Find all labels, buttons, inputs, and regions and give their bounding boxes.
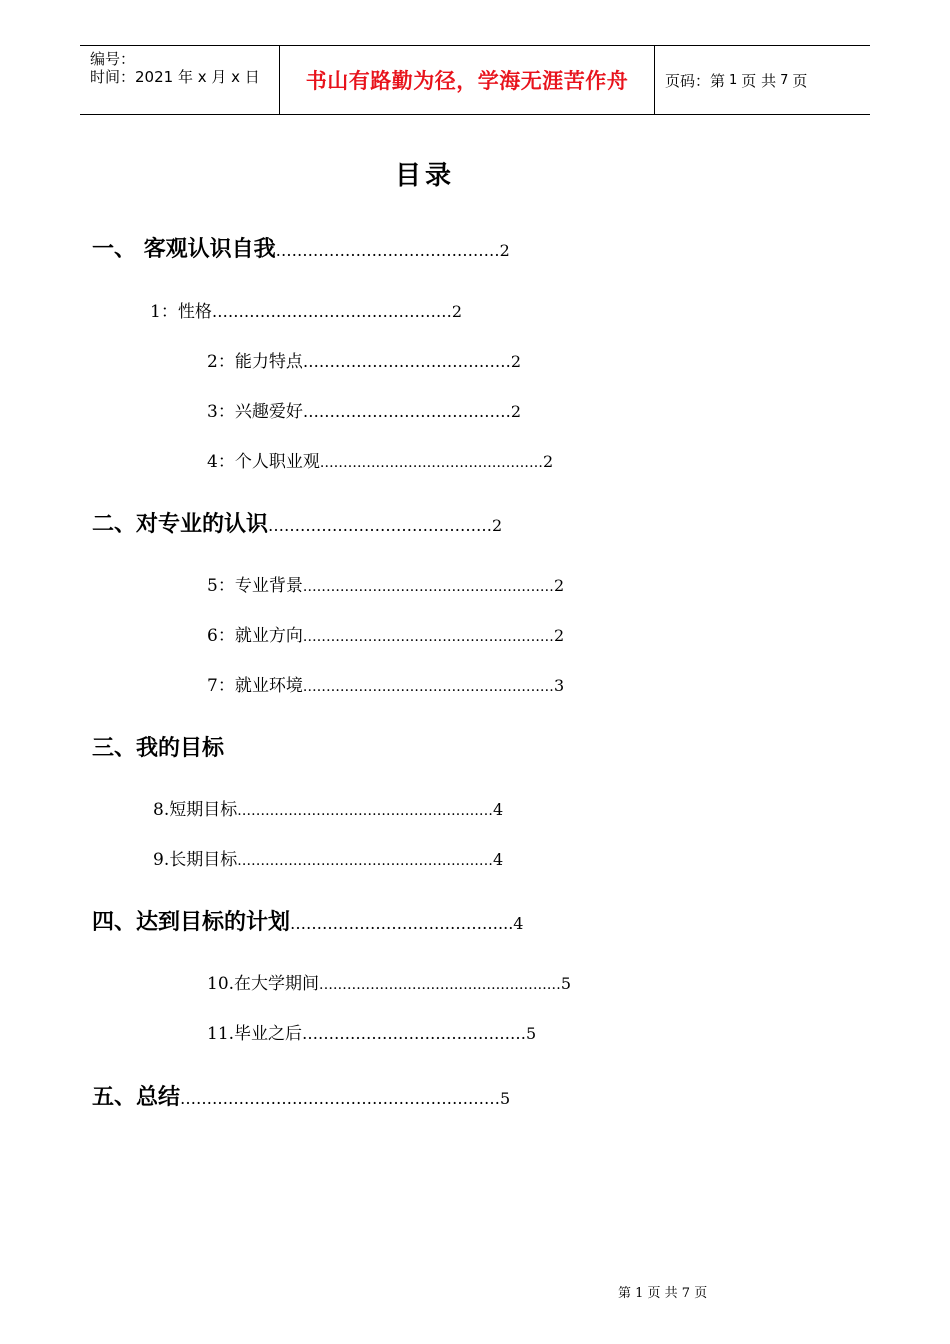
toc-entry-9[interactable] (207, 671, 564, 696)
toc-leader: …………………………………… (268, 516, 493, 535)
toc-label: 10.在大学期间 (207, 974, 320, 994)
toc-label: 四、达到目标的计划 (92, 910, 291, 935)
toc-page: 2 (499, 241, 510, 260)
toc-label: 五、总结 (92, 1085, 181, 1110)
toc-label: 一、 客观认识自我 (92, 237, 276, 262)
page-footer: 第 1 页 共 7 页 (618, 1286, 708, 1301)
toc-entry-3[interactable] (207, 347, 521, 372)
page-total: 7 (780, 72, 789, 88)
header-page-info (655, 46, 870, 114)
toc-title: 目录 (394, 161, 455, 191)
page-prefix: 页码：第 (665, 71, 726, 90)
toc-label: 1：性格 (150, 302, 212, 322)
page-suffix: 页 (792, 71, 808, 90)
header-motto: 书山有路勤为径，学海无涯苦作舟 (305, 68, 629, 93)
page-mid: 页 共 (741, 71, 777, 90)
header-motto-cell (280, 46, 655, 114)
toc-label: 7：就业环境 (207, 676, 303, 696)
toc-leader: ....................................................... (237, 803, 493, 819)
toc-leader: ....................................................... (237, 853, 493, 869)
toc-entry-1[interactable] (92, 232, 510, 263)
toc-entry-4[interactable] (207, 397, 521, 422)
toc-page: 5 (560, 974, 572, 993)
toc-leader: ...................................................... (302, 629, 554, 645)
toc-page: 4 (493, 800, 504, 819)
toc-label: 5：专业背景 (207, 576, 303, 596)
toc-label: 8.短期目标 (153, 800, 238, 820)
toc-page: 4 (493, 850, 504, 869)
toc-page: 2 (510, 402, 522, 421)
toc-label: 3：兴趣爱好 (207, 402, 303, 422)
toc-label: 二、对专业的认识 (92, 512, 269, 537)
time-label: 时间：2021 年 x 月 x 日 (90, 68, 260, 86)
toc-entry-8[interactable] (207, 621, 564, 646)
toc-page: 2 (543, 452, 554, 471)
toc-entry-6[interactable] (92, 507, 502, 538)
toc-leader: ...................................................... (302, 679, 554, 695)
toc-leader: …………………………………………………… (180, 1089, 501, 1108)
toc-label: 三、我的目标 (92, 736, 225, 761)
toc-page: 4 (513, 914, 524, 933)
toc-entry-15[interactable] (207, 1019, 536, 1044)
toc-entry-10[interactable] (92, 731, 224, 762)
toc-leader: ................................................ (319, 455, 544, 471)
toc-label: 6：就业方向 (207, 626, 303, 646)
toc-page: 2 (553, 576, 565, 595)
toc-label: 11.毕业之后 (207, 1024, 303, 1044)
toc-label: 4：个人职业观 (207, 452, 320, 472)
number-label: 编号： (90, 50, 136, 68)
toc-page: 5 (500, 1089, 511, 1108)
toc-entry-12[interactable] (153, 845, 503, 870)
toc-page: 2 (492, 516, 503, 535)
toc-leader: ………………………………… (302, 352, 511, 371)
toc-leader: …………………………………... (290, 914, 514, 933)
toc-page: 2 (553, 626, 565, 645)
page-current: 1 (729, 72, 738, 88)
toc-leader: ……………………………………… (211, 302, 452, 321)
toc-leader: …………………………………… (275, 241, 500, 260)
document-header (80, 45, 870, 115)
toc-entry-5[interactable] (207, 447, 553, 472)
toc-entry-13[interactable] (92, 905, 523, 936)
toc-leader: .................................................... (319, 977, 561, 993)
toc-page: 3 (553, 676, 565, 695)
toc-leader: ...................................................... (302, 579, 554, 595)
toc-label: 2：能力特点 (207, 352, 303, 372)
toc-page: 5 (526, 1024, 537, 1043)
toc-entry-16[interactable] (92, 1080, 510, 1111)
toc-entry-14[interactable] (207, 969, 571, 994)
toc-leader: ………………………………… (302, 402, 511, 421)
header-meta (80, 46, 280, 114)
toc-page: 2 (510, 352, 522, 371)
toc-entry-11[interactable] (153, 795, 503, 820)
toc-label: 9.长期目标 (153, 850, 238, 870)
toc-entry-7[interactable] (207, 571, 564, 596)
toc-leader: …………………………………… (302, 1024, 527, 1043)
toc-page: 2 (451, 302, 463, 321)
toc-entry-2[interactable] (150, 297, 462, 322)
